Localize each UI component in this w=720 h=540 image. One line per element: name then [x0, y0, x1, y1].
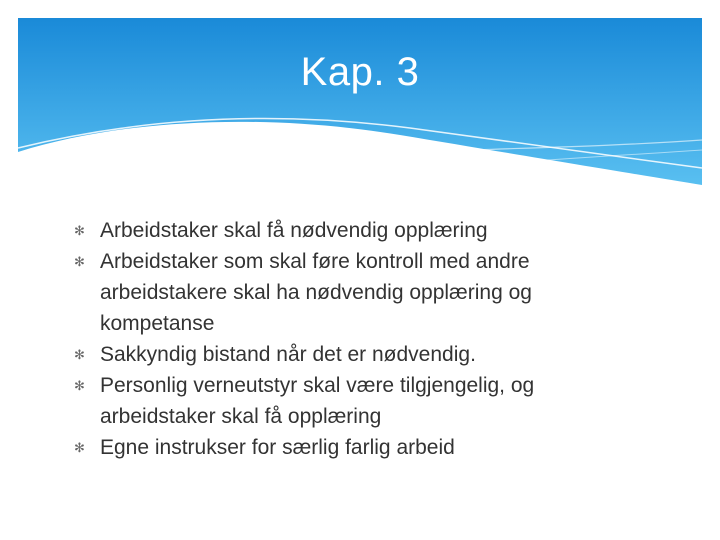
- bullet-text: Personlig verneutstyr skal være tilgjengelig, og arbeidstaker skal få opplæring: [100, 374, 535, 428]
- bullet-item: [72, 215, 632, 246]
- bullet-list: [72, 215, 632, 463]
- bullet-text: Arbeidstaker som skal føre kontroll med andre arbeidstakere skal ha nødvendig opplæring og kompetanse: [100, 250, 532, 335]
- bullet-text: Egne instrukser for særlig farlig arbeid: [100, 436, 455, 459]
- bullet-item: [72, 370, 632, 432]
- bullet-item: [72, 246, 632, 339]
- bullet-text: Arbeidstaker skal få nødvendig opplæring: [100, 219, 488, 242]
- header-banner: [0, 0, 720, 210]
- slide-title: Kap. 3: [300, 50, 420, 94]
- bullet-item: [72, 339, 632, 370]
- asterisk-icon: ✻: [74, 440, 85, 455]
- bullet-item: [72, 432, 632, 463]
- asterisk-icon: ✻: [74, 254, 85, 269]
- asterisk-icon: ✻: [74, 223, 85, 238]
- asterisk-icon: ✻: [74, 378, 85, 393]
- bullet-text: Sakkyndig bistand når det er nødvendig.: [100, 343, 476, 366]
- asterisk-icon: ✻: [74, 347, 85, 362]
